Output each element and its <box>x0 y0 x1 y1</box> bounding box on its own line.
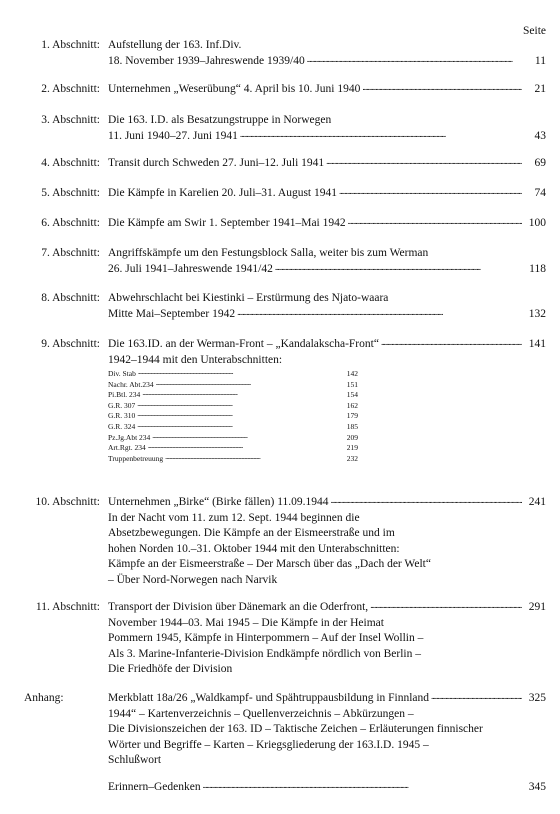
entry-line: Abwehrschlacht bei Kiestinki – Erstürmung des Njato-waara <box>108 292 389 304</box>
entry-line: – Über Nord-Norwegen nach Narvik <box>108 573 278 586</box>
entry-body <box>108 691 546 769</box>
page-number: 100 <box>528 217 546 229</box>
entry-line: 1944“ – Kartenverzeichnis – Quellenverzeichnis – Abkürzungen – <box>108 707 414 720</box>
section-label: 8. Abschnitt: <box>41 292 100 304</box>
entry-title: Unternehmen „Weserübung“ 4. April bis 10. Juni 1940 <box>108 83 361 95</box>
toc-line <box>108 337 546 353</box>
page-number: 241 <box>528 496 546 508</box>
entry-title: Die Kämpfe in Karelien 20. Juli–31. August 1941 <box>108 187 338 199</box>
toc-line <box>108 216 546 232</box>
subsection-title: Div. Stab <box>108 369 136 378</box>
entry-title: Transport der Division über Dänemark an die Oderfront, <box>108 601 369 613</box>
dot-leader <box>142 390 340 401</box>
section-label: 3. Abschnitt: <box>41 114 100 126</box>
subsection-item <box>108 454 358 465</box>
entry-line: Aufstellung der 163. Inf.Div. <box>108 39 242 51</box>
section-label: 11. Abschnitt: <box>35 601 100 613</box>
page-number: 132 <box>528 307 546 320</box>
dot-leader <box>348 216 522 232</box>
toc-line <box>108 780 546 796</box>
entry-line: Die Divisionszeichen der 163. ID – Taktische Zeichen – Erläuterungen finnischer <box>108 723 483 735</box>
entry-title: Die 163.ID. an der Werman-Front – „Kandalakscha-Front“ <box>108 338 379 350</box>
page-number: 345 <box>528 781 546 793</box>
section-label: 2. Abschnitt: <box>41 83 100 95</box>
page-number: 325 <box>528 692 546 704</box>
entry-body <box>108 291 546 322</box>
dot-leader <box>339 186 522 202</box>
entry-title: Erinnern–Gedenken <box>108 781 201 793</box>
entry-line: Kämpfe an der Eismeerstraße – Der Marsch über das „Dach der Welt“ <box>108 558 431 570</box>
dot-leader <box>138 369 340 380</box>
dot-leader <box>156 380 340 391</box>
toc-line <box>108 262 546 278</box>
page-number: 179 <box>346 411 358 421</box>
entry-body <box>108 600 546 678</box>
toc-line <box>108 600 546 616</box>
page-number: 69 <box>534 157 546 169</box>
subsection-item <box>108 422 358 433</box>
entry-title: Unternehmen „Birke“ (Birke fällen) 11.09.1944 <box>108 496 329 508</box>
entry-line: In der Nacht vom 11. zum 12. Sept. 1944 beginnen die <box>108 511 360 524</box>
subsection-title: Art.Rgt. 234 <box>108 443 146 453</box>
page-number: 232 <box>346 453 358 463</box>
page-number: 11 <box>534 54 546 67</box>
entry-body <box>108 113 546 144</box>
entry-body <box>108 156 546 172</box>
entry-title: 18. November 1939–Jahreswende 1939/40 <box>108 54 305 67</box>
subsection-item <box>108 433 358 444</box>
entry-body <box>108 216 546 232</box>
section-label: 10. Abschnitt: <box>35 496 100 508</box>
section-label: 5. Abschnitt: <box>41 187 100 199</box>
dot-leader <box>137 401 340 412</box>
page-number: 219 <box>346 443 358 453</box>
entry-body <box>108 38 546 69</box>
section-label: 6. Abschnitt: <box>41 217 100 229</box>
toc-line <box>108 129 546 145</box>
entry-line: hohen Norden 10.–31. Oktober 1944 mit den Unterabschnitten: <box>108 542 400 555</box>
entry-title: Mitte Mai–September 1942 <box>108 307 236 320</box>
entry-body <box>108 246 546 277</box>
dot-leader <box>148 443 340 454</box>
section-label: Anhang: <box>24 692 64 704</box>
entry-line: Schlußwort <box>108 754 162 766</box>
section-label: 4. Abschnitt: <box>41 157 100 169</box>
dot-leader <box>152 433 340 444</box>
subsection-title: Pi.Btl. 234 <box>108 390 141 400</box>
dot-leader <box>307 54 522 70</box>
dot-leader <box>362 82 522 98</box>
page-number: 141 <box>528 338 546 350</box>
entry-title: Merkblatt 18a/26 „Waldkampf- und Spähtruppausbildung in Finnland <box>108 692 430 704</box>
toc-line <box>108 82 546 98</box>
entry-title: 11. Juni 1940–27. Juni 1941 <box>108 129 238 142</box>
subsection-item <box>108 411 358 422</box>
subsection-item <box>108 369 358 380</box>
subsection-item <box>108 401 358 412</box>
entry-line: Die Friedhöfe der Division <box>108 663 233 675</box>
page-number: 209 <box>346 432 358 442</box>
entry-title: Transit durch Schweden 27. Juni–12. Juli 1941 <box>108 157 325 169</box>
dot-leader <box>165 454 340 465</box>
subsection-title: G.R. 324 <box>108 421 136 431</box>
entry-body <box>108 780 546 796</box>
entry-line: Als 3. Marine-Infanterie-Division Endkämpfe nördlich von Berlin – <box>108 647 421 660</box>
entry-line: Die 163. I.D. als Besatzungstruppe in Norwegen <box>108 114 332 126</box>
dot-leader <box>275 262 522 278</box>
page-number: 74 <box>534 187 546 199</box>
subsection-item <box>108 390 358 401</box>
dot-leader <box>370 600 522 616</box>
entry-body <box>108 337 546 368</box>
entry-line: Wörter und Begriffe – Karten – Kriegsgliederung der 163.I.D. 1945 – <box>108 738 429 751</box>
toc-line <box>108 307 546 323</box>
dot-leader <box>203 780 522 796</box>
toc-line <box>108 691 546 707</box>
entry-line: Absetzbewegungen. Die Kämpfe an der Eismeerstraße und im <box>108 527 395 539</box>
page-number: 151 <box>346 379 358 389</box>
entry-title: 26. Juli 1941–Jahreswende 1941/42 <box>108 262 273 275</box>
toc-line <box>108 54 546 70</box>
toc-line <box>108 156 546 172</box>
section-label: 7. Abschnitt: <box>41 247 100 259</box>
section-label: 9. Abschnitt: <box>41 338 100 350</box>
page-number: 118 <box>529 262 546 275</box>
section-label: 1. Abschnitt: <box>41 39 100 51</box>
dot-leader <box>137 422 340 433</box>
page-number: 154 <box>346 390 358 400</box>
toc-line <box>108 186 546 202</box>
subsection-item <box>108 380 358 391</box>
subsection-title: G.R. 310 <box>108 411 136 421</box>
entry-body <box>108 495 546 588</box>
entry-line: Pommern 1945, Kämpfe in Hinterpommern – Auf der Insel Wollin – <box>108 632 424 644</box>
dot-leader <box>331 495 522 511</box>
entry-body <box>108 82 546 98</box>
dot-leader <box>326 156 522 172</box>
page-number: 142 <box>346 369 358 378</box>
dot-leader <box>381 337 522 353</box>
subsection-title: G.R. 307 <box>108 400 136 410</box>
entry-line: Angriffskämpfe um den Festungsblock Salla, weiter bis zum Werman <box>108 247 429 259</box>
toc-line <box>108 495 546 511</box>
entry-body <box>108 186 546 202</box>
subsection-list <box>108 369 358 464</box>
dot-leader <box>237 307 522 323</box>
dot-leader <box>431 691 522 707</box>
page-number: 43 <box>534 129 546 142</box>
entry-line: 1942–1944 mit den Unterabschnitten: <box>108 353 283 366</box>
entry-title: Die Kämpfe am Swir 1. September 1941–Mai 1942 <box>108 217 346 229</box>
page-number: 291 <box>528 601 546 613</box>
page-column-header: Seite <box>523 25 546 37</box>
page-number: 21 <box>534 83 546 95</box>
subsection-item <box>108 443 358 454</box>
entry-line: November 1944–03. Mai 1945 – Die Kämpfe in der Heimat <box>108 616 384 629</box>
dot-leader <box>137 411 340 422</box>
page-number: 162 <box>346 400 358 410</box>
subsection-title: Nachr. Abt.234 <box>108 379 154 389</box>
page-number: 185 <box>346 421 358 431</box>
subsection-title: Truppenbetreuung <box>108 453 164 463</box>
dot-leader <box>240 129 522 145</box>
subsection-title: Pz.Jg.Abt 234 <box>108 432 151 442</box>
